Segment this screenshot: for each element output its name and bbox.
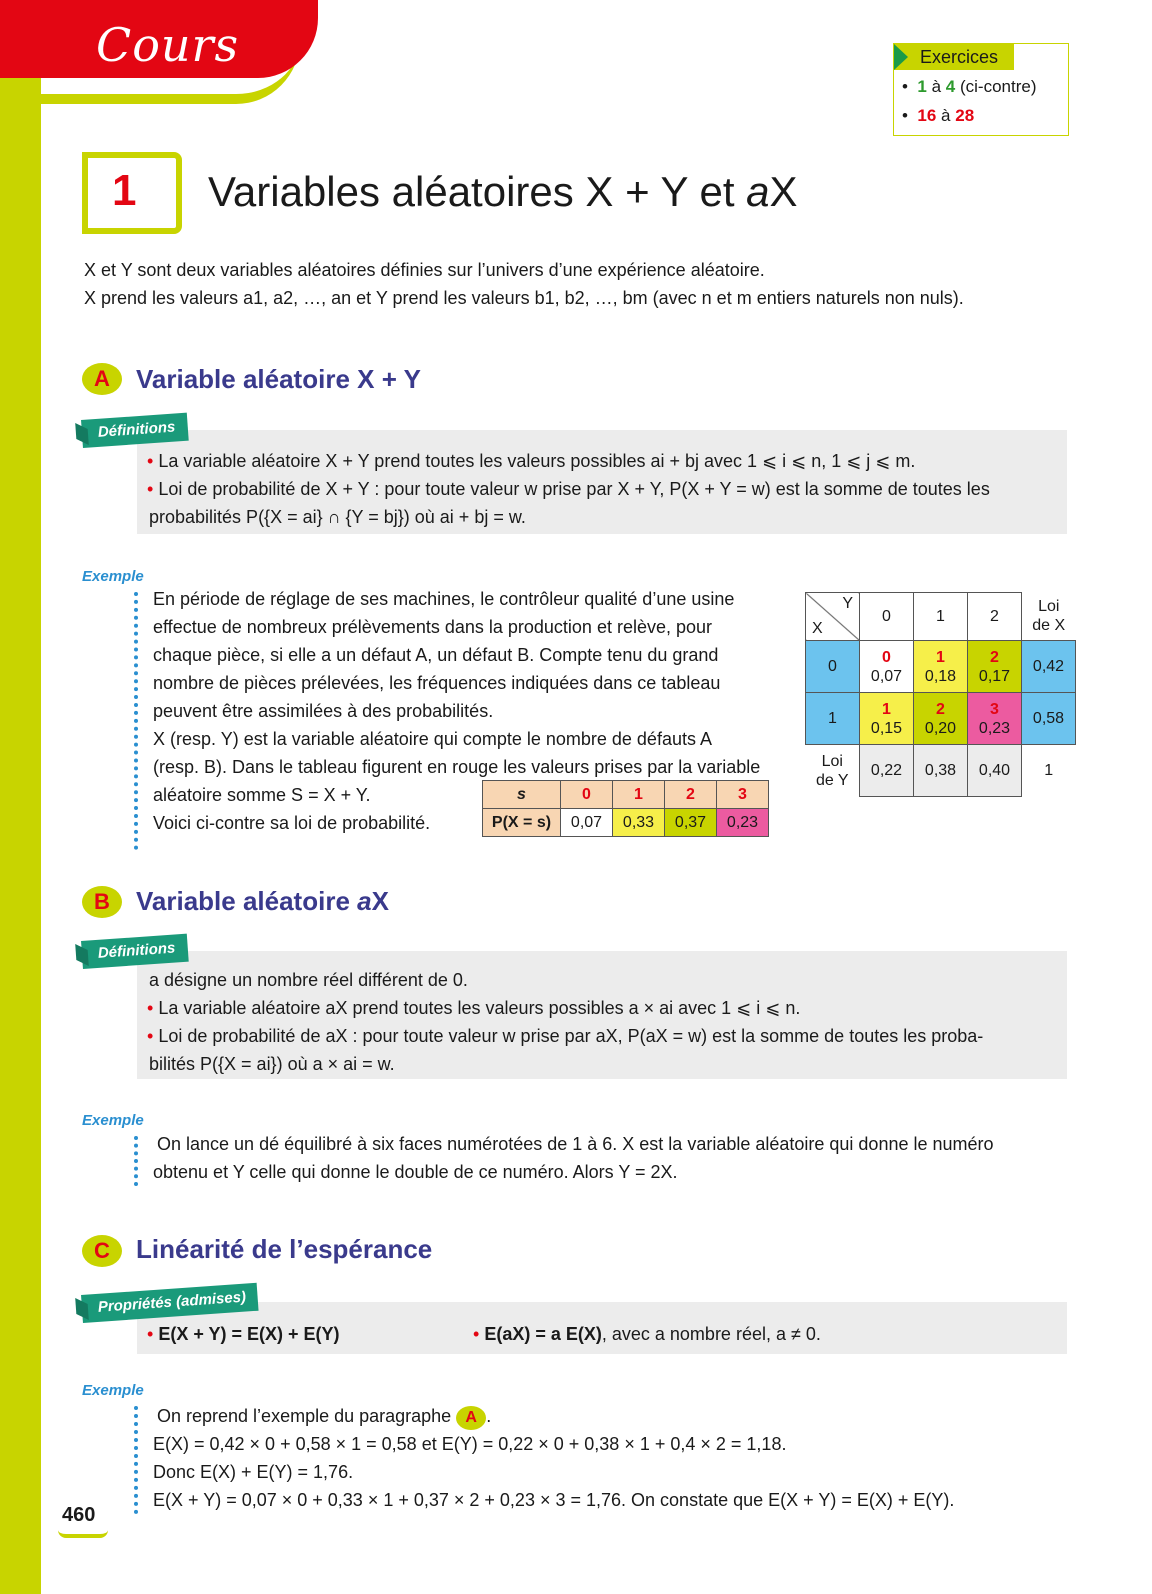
sum-header-label: s (483, 781, 561, 809)
page-number-underline (58, 1530, 108, 1538)
col-header-2: 2 (968, 593, 1022, 641)
loi-y-1: 0,38 (914, 745, 968, 797)
definition-b-2a: • Loi de probabilité de aX : pour toute valeur w prise par aX, P(aX = w) est la somme de toutes les proba- (147, 1026, 984, 1046)
exemple-b-dots (134, 1136, 138, 1186)
exemple-c-dots (134, 1406, 138, 1514)
loi-x-0: 0,42 (1022, 641, 1076, 693)
sum-prob-value: 0,33 (613, 809, 665, 837)
exemple-a-line: Voici ci-contre sa loi de probabilité. (153, 813, 431, 833)
exemple-c-line-1: On reprend l’exemple du paragraphe A . (157, 1402, 491, 1430)
subsection-a-badge: A (82, 363, 122, 395)
exercices-line-1[interactable]: • 1 à 4 (ci-contre) (902, 77, 1037, 96)
exemple-a-line: En période de réglage de ses machines, le contrôleur qualité d’une usine (153, 589, 735, 609)
exercices-line-2[interactable]: • 16 à 28 (902, 106, 975, 125)
exemple-a-line: chaque pièce, si elle a un défaut A, un défaut B. Compte tenu du grand (153, 645, 719, 665)
loi-x-1: 0,58 (1022, 693, 1076, 745)
property-1: • E(X + Y) = E(X) + E(Y) (147, 1324, 340, 1344)
exemple-a-line: (resp. B). Dans le tableau figurent en rouge les valeurs prises par la variable (153, 757, 761, 777)
loi-x-header: Loi de X (1032, 598, 1066, 635)
loi-y-2: 0,40 (968, 745, 1022, 797)
properties-tag: Propriétés (admises) (81, 1283, 259, 1323)
table-cell: 2 0,17 (968, 641, 1022, 693)
intro-line-1: X et Y sont deux variables aléatoires définies sur l’univers d’une expérience aléatoire. (84, 260, 765, 280)
paragraph-ref-badge: A (456, 1406, 486, 1430)
property-2: • E(aX) = a E(X), avec a nombre réel, a ≠ 0. (473, 1324, 821, 1344)
sum-header-value: 0 (561, 781, 613, 809)
sum-header-value: 1 (613, 781, 665, 809)
table-cell: 3 0,23 (968, 693, 1022, 745)
definition-b-0: a désigne un nombre réel différent de 0. (149, 970, 468, 990)
exemple-c-line-2: E(X) = 0,42 × 0 + 0,58 × 1 = 0,58 et E(Y) = 0,22 × 0 + 0,38 × 1 + 0,4 × 2 = 1,18. (153, 1434, 787, 1454)
section-title: Variables aléatoires X + Y et aX (208, 168, 798, 215)
exemple-b-line-2: obtenu et Y celle qui donne le double de ce numéro. Alors Y = 2X. (153, 1162, 678, 1182)
definition-a-2a: • Loi de probabilité de X + Y : pour toute valeur w prise par X + Y, P(X + Y = w) est la somme de toutes les (147, 479, 990, 499)
exemple-c-line-4: E(X + Y) = 0,07 × 0 + 0,33 × 1 + 0,37 × 2 + 0,23 × 3 = 1,76. On constate que E(X + Y) = E(X) + E(Y). (153, 1490, 955, 1510)
exercices-box (893, 43, 1069, 136)
exemple-label-c: Exemple (82, 1382, 144, 1399)
table-cell: 1 0,15 (860, 693, 914, 745)
loi-y-0: 0,22 (860, 745, 914, 797)
sum-law-table (482, 780, 769, 837)
sum-header-value: 2 (665, 781, 717, 809)
subsection-c-badge: C (82, 1235, 122, 1267)
exemple-a-line: aléatoire somme S = X + Y. (153, 785, 371, 805)
definition-b-2b: bilités P({X = ai}) où a × ai = w. (149, 1054, 395, 1074)
section-number: 1 (112, 166, 137, 215)
definitions-tag-a: Définitions (81, 413, 188, 448)
sum-prob-label: P(X = s) (483, 809, 561, 837)
col-header-0: 0 (860, 593, 914, 641)
row-header-x1: 1 (806, 693, 860, 745)
definition-a-1: • La variable aléatoire X + Y prend toutes les valeurs possibles ai + bj avec 1 ⩽ i ⩽ n, 1 ⩽ j ⩽ m. (147, 451, 916, 471)
joint-probability-table (805, 592, 1076, 797)
sum-header-value: 3 (717, 781, 769, 809)
sum-prob-value: 0,07 (561, 809, 613, 837)
exemple-a-line: effectue de nombreux prélèvements dans la production et relève, pour (153, 617, 713, 637)
subsection-b-title: Variable aléatoire aX (136, 886, 389, 916)
page-number: 460 (62, 1504, 96, 1526)
left-margin-bar (0, 0, 41, 1594)
row-header-x0: 0 (806, 641, 860, 693)
exemple-b-line-1: On lance un dé équilibré à six faces numérotées de 1 à 6. X est la variable aléatoire qui donne le numéro (157, 1134, 994, 1154)
loi-y-header: Loi de Y (815, 752, 849, 789)
definition-b-1: • La variable aléatoire aX prend toutes les valeurs possibles a × ai avec 1 ⩽ i ⩽ n. (147, 998, 801, 1018)
subsection-b-badge: B (82, 886, 122, 918)
sum-prob-value: 0,37 (665, 809, 717, 837)
header-tab-label: Cours (96, 18, 240, 72)
exercices-title: Exercices (920, 47, 999, 67)
exemple-a-line: X (resp. Y) est la variable aléatoire qui compte le nombre de défauts A (153, 729, 712, 749)
exemple-label-a: Exemple (82, 568, 144, 585)
table-corner-cell: Y X (806, 593, 860, 641)
table-cell: 1 0,18 (914, 641, 968, 693)
exemple-a-line: nombre de pièces prélevées, les fréquences indiquées dans ce tableau (153, 673, 721, 693)
exemple-c-line-3: Donc E(X) + E(Y) = 1,76. (153, 1462, 354, 1482)
definition-a-2b: probabilités P({X = ai} ∩ {Y = bj}) où ai + bj = w. (149, 507, 526, 527)
sum-prob-value: 0,23 (717, 809, 769, 837)
col-header-1: 1 (914, 593, 968, 641)
table-total: 1 (1044, 761, 1054, 779)
exemple-a-line: peuvent être assimilées à des probabilités. (153, 701, 494, 721)
arrow-icon (894, 44, 908, 70)
intro-line-2: X prend les valeurs a1, a2, …, an et Y prend les valeurs b1, b2, …, bm (avec n et m entiers naturels non nuls). (84, 288, 964, 308)
table-cell: 0 0,07 (860, 641, 914, 693)
exemple-a-dots (134, 592, 138, 850)
table-cell: 2 0,20 (914, 693, 968, 745)
exemple-label-b: Exemple (82, 1112, 144, 1129)
definitions-tag-b: Définitions (81, 934, 188, 969)
subsection-c-title: Linéarité de l’espérance (136, 1234, 433, 1264)
subsection-a-title: Variable aléatoire X + Y (136, 364, 421, 394)
